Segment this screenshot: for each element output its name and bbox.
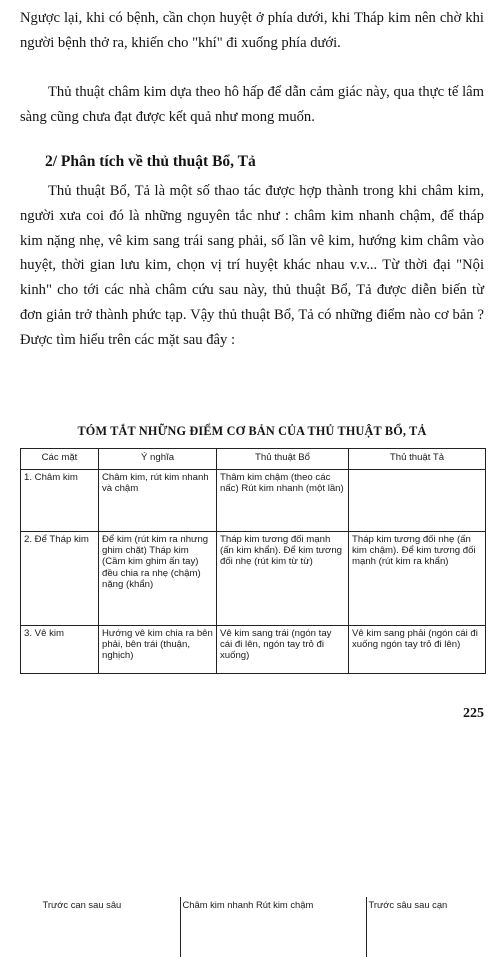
- paragraph-1: Ngược lại, khi có bệnh, cần chọn huyệt ở phía dưới, khi Tháp kim nên chờ khi người bệnh thở ra, khiến cho "khí" đi xuống phía dưới.: [20, 6, 484, 56]
- paragraph-3: Thủ thuật Bổ, Tả là một số thao tác được hợp thành trong khi châm kim, người xưa coi đó là những nguyên tắc như : châm kim nhanh chậm, để tháp kim nặng nhẹ, vê kim sang trái sang phải, số lần vê kim, hướng kim châm vào huyệt, thời gian lưu kim, chọn vị trí huyệt khác nhau v.v... Từ thời đại "Nội kinh" cho tới các nhà châm cứu sau này, thủ thuật Bổ, Tả được diễn biến từ đơn giản trở thành phức tạp. Vậy thủ thuật Bổ, Tả có những điểm nào cơ bản ? Được tìm hiểu trên các mặt sau đây :: [20, 179, 484, 353]
- table-header-row: [21, 449, 486, 470]
- row-aspect: 3. Vê kim: [21, 626, 99, 674]
- summary-table: [20, 448, 486, 674]
- ta-cell-3: Trước sâu sau cạn: [366, 897, 500, 957]
- ta-cell-1: Trước can sau sâu: [41, 897, 181, 957]
- header-meaning: Ý nghĩa: [99, 449, 217, 470]
- row-ta: Vê kim sang phải (ngón cái đi xuống ngón tay trỏ đi lên): [349, 626, 486, 674]
- row-bo: Vê kim sang trái (ngón tay cái đi lên, ngón tay trỏ đi xuống): [217, 626, 349, 674]
- table-row: [21, 470, 486, 532]
- table-row: [21, 626, 486, 674]
- header-bo: Thủ thuật Bổ: [217, 449, 349, 470]
- table-title: TÓM TẮT NHỮNG ĐIỂM CƠ BẢN CỦA THỦ THUẬT BỔ, TẢ: [20, 424, 484, 439]
- page-number: 225: [463, 706, 484, 722]
- section-heading: 2/ Phân tích về thủ thuật Bổ, Tả: [45, 153, 256, 171]
- header-ta: Thủ thuật Tả: [349, 449, 486, 470]
- paragraph-2: Thủ thuật châm kim dựa theo hô hấp để dẫn cảm giác này, qua thực tế lâm sàng cũng chưa đạt được kết quả như mong muốn.: [20, 80, 484, 130]
- row-aspect: 1. Châm kim: [21, 470, 99, 532]
- row-ta: Tháp kim tương đối nhẹ (ấn kim chậm). Để kim tương đối mạnh (rút kim ra khẩn): [349, 532, 486, 626]
- row-meaning: Châm kim, rút kim nhanh và chậm: [99, 470, 217, 532]
- row-meaning: Để kim (rút kim ra nhưng ghim chặt) Tháp kim (Cầm kim ghim ấn tay) đều chia ra nhẹ (chậm) nặng (khẩn): [99, 532, 217, 626]
- ta-cell-2: Châm kim nhanh Rút kim chậm: [180, 897, 366, 957]
- table-row: [21, 532, 486, 626]
- row-bo: Tháp kim tương đối mạnh (ấn kim khẩn). Để kim tương đối nhẹ (rút kim từ từ): [217, 532, 349, 626]
- row-bo: Thâm kim chậm (theo các nấc) Rút kim nhanh (một lần): [217, 470, 349, 532]
- ta-subcolumns: [41, 897, 500, 957]
- row-aspect: 2. Để Tháp kim: [21, 532, 99, 626]
- header-aspect: Các mặt: [21, 449, 99, 470]
- row-meaning: Hướng vê kim chia ra bên phải, bên trái (thuận, nghịch): [99, 626, 217, 674]
- row-ta: [349, 470, 486, 532]
